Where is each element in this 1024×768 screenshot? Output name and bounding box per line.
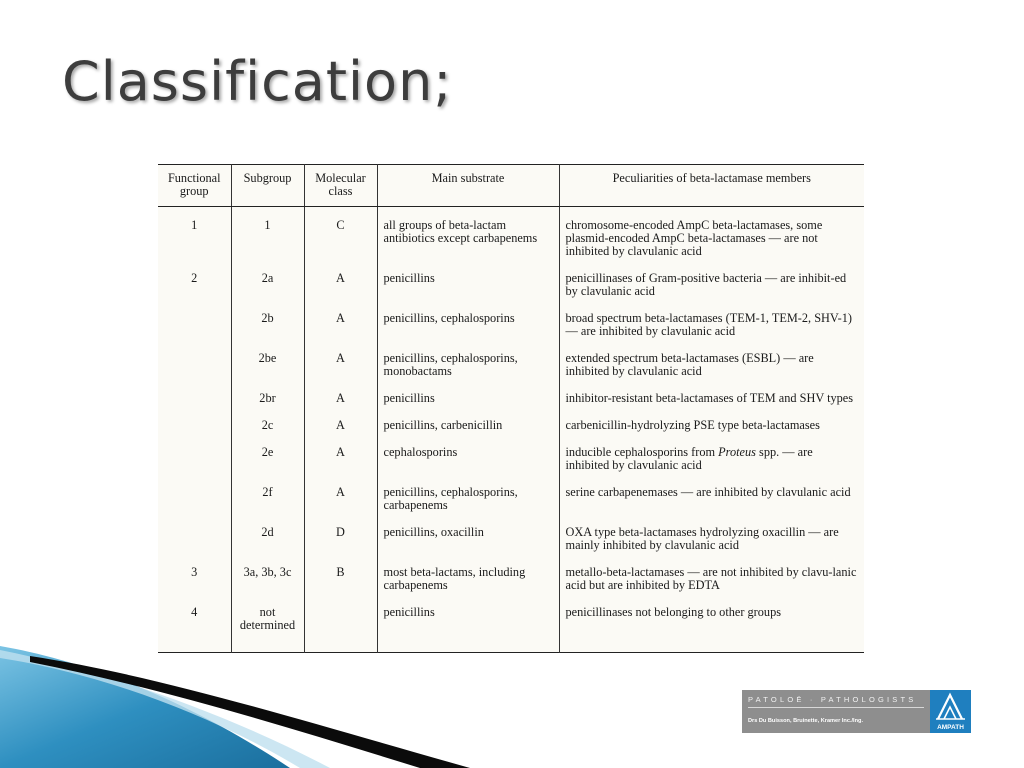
cell-functional-group: [158, 474, 231, 514]
cell-subgroup: 2be: [231, 340, 304, 380]
cell-peculiarities: chromosome-encoded AmpC beta-lactamases, some plasmid-encoded AmpC beta-lactamases — are not inhibited by clavulanic acid: [559, 207, 864, 261]
cell-subgroup: 3a, 3b, 3c: [231, 554, 304, 594]
logo-emblem: [930, 690, 971, 733]
genus-name: Proteus: [718, 445, 756, 459]
cell-main-substrate: penicillins: [377, 380, 559, 407]
cell-molecular-class: A: [304, 380, 377, 407]
cell-main-substrate: penicillins: [377, 260, 559, 300]
table-row: [158, 407, 864, 434]
cell-main-substrate: most beta-lactams, including carbapenems: [377, 554, 559, 594]
cell-subgroup: 2e: [231, 434, 304, 474]
cell-peculiarities: penicillinases not belonging to other groups: [559, 594, 864, 653]
cell-peculiarities: penicillinases of Gram-positive bacteria — are inhibit-ed by clavulanic acid: [559, 260, 864, 300]
cell-molecular-class: D: [304, 514, 377, 554]
cell-peculiarities: serine carbapenemases — are inhibited by clavulanic acid: [559, 474, 864, 514]
table-row: [158, 514, 864, 554]
logo-text-panel: [742, 690, 930, 733]
header-functional-group: Functional group: [158, 165, 231, 207]
ampath-logo: [742, 690, 971, 733]
cell-subgroup: 2f: [231, 474, 304, 514]
cell-molecular-class: B: [304, 554, 377, 594]
cell-main-substrate: penicillins: [377, 594, 559, 653]
cell-functional-group: [158, 514, 231, 554]
cell-main-substrate: penicillins, oxacillin: [377, 514, 559, 554]
table-body: [158, 207, 864, 653]
cell-subgroup: 2c: [231, 407, 304, 434]
table-row: [158, 300, 864, 340]
cell-subgroup: 1: [231, 207, 304, 261]
header-molecular-class: Molecular class: [304, 165, 377, 207]
header-peculiarities: Peculiarities of beta-lactamase members: [559, 165, 864, 207]
cell-functional-group: 4: [191, 605, 198, 619]
cell-functional-group: 2: [191, 271, 198, 285]
cell-main-substrate: penicillins, cephalosporins, carbapenems: [377, 474, 559, 514]
table-header-row: [158, 165, 864, 207]
cell-functional-group: 1: [191, 218, 198, 232]
logo-brand-text: AMPATH: [937, 724, 964, 731]
cell-main-substrate: cephalosporins: [377, 434, 559, 474]
cell-molecular-class: A: [304, 340, 377, 380]
table-row: [158, 434, 864, 474]
cell-molecular-class: A: [304, 407, 377, 434]
ampath-emblem-icon: [930, 690, 971, 724]
cell-functional-group: [158, 300, 231, 340]
header-main-substrate: Main substrate: [377, 165, 559, 207]
cell-subgroup: 2d: [231, 514, 304, 554]
cell-functional-group: [158, 380, 231, 407]
beta-lactamase-classification-table: [158, 164, 864, 653]
cell-functional-group: [158, 340, 231, 380]
table-row: [158, 207, 864, 261]
cell-subgroup: 2b: [231, 300, 304, 340]
cell-molecular-class: A: [304, 300, 377, 340]
header-subgroup: Subgroup: [231, 165, 304, 207]
cell-peculiarities: inducible cephalosporins from Proteus spp. — are inhibited by clavulanic acid: [559, 434, 864, 474]
cell-peculiarities: extended spectrum beta-lactamases (ESBL) — are inhibited by clavulanic acid: [559, 340, 864, 380]
cell-subgroup: 2a: [231, 260, 304, 300]
cell-peculiarities: OXA type beta-lactamases hydrolyzing oxacillin — are mainly inhibited by clavulanic acid: [559, 514, 864, 554]
cell-molecular-class: A: [304, 474, 377, 514]
cell-molecular-class: C: [304, 207, 377, 261]
beta-lactamase-table-container: [158, 164, 864, 653]
logo-divider: [748, 707, 924, 708]
cell-main-substrate: all groups of beta-lactam antibiotics except carbapenems: [377, 207, 559, 261]
decorative-swoosh: [0, 600, 520, 768]
logo-top-text: PATOLOË · PATHOLOGISTS: [748, 695, 917, 704]
cell-molecular-class: A: [304, 260, 377, 300]
cell-functional-group: 3: [191, 565, 198, 579]
cell-functional-group: [158, 407, 231, 434]
slide-title: Classification;: [62, 50, 453, 113]
table-row: [158, 260, 864, 300]
cell-functional-group: [158, 434, 231, 474]
cell-main-substrate: penicillins, cephalosporins: [377, 300, 559, 340]
cell-main-substrate: penicillins, carbenicillin: [377, 407, 559, 434]
cell-peculiarities: inhibitor-resistant beta-lactamases of TEM and SHV types: [559, 380, 864, 407]
table-row: [158, 474, 864, 514]
cell-peculiarities: carbenicillin-hydrolyzing PSE type beta-lactamases: [559, 407, 864, 434]
table-row: [158, 380, 864, 407]
cell-peculiarities: metallo-beta-lactamases — are not inhibited by clavu-lanic acid but are inhibited by EDTA: [559, 554, 864, 594]
logo-sub-text: Drs Du Buisson, Bruinette, Kramer Inc./Ing.: [748, 718, 864, 724]
cell-subgroup: not determined: [231, 594, 304, 653]
table-row: [158, 554, 864, 594]
cell-molecular-class: A: [304, 434, 377, 474]
table-row: [158, 340, 864, 380]
cell-peculiarities: broad spectrum beta-lactamases (TEM-1, TEM-2, SHV-1) — are inhibited by clavulanic acid: [559, 300, 864, 340]
cell-main-substrate: penicillins, cephalosporins, monobactams: [377, 340, 559, 380]
cell-subgroup: 2br: [231, 380, 304, 407]
